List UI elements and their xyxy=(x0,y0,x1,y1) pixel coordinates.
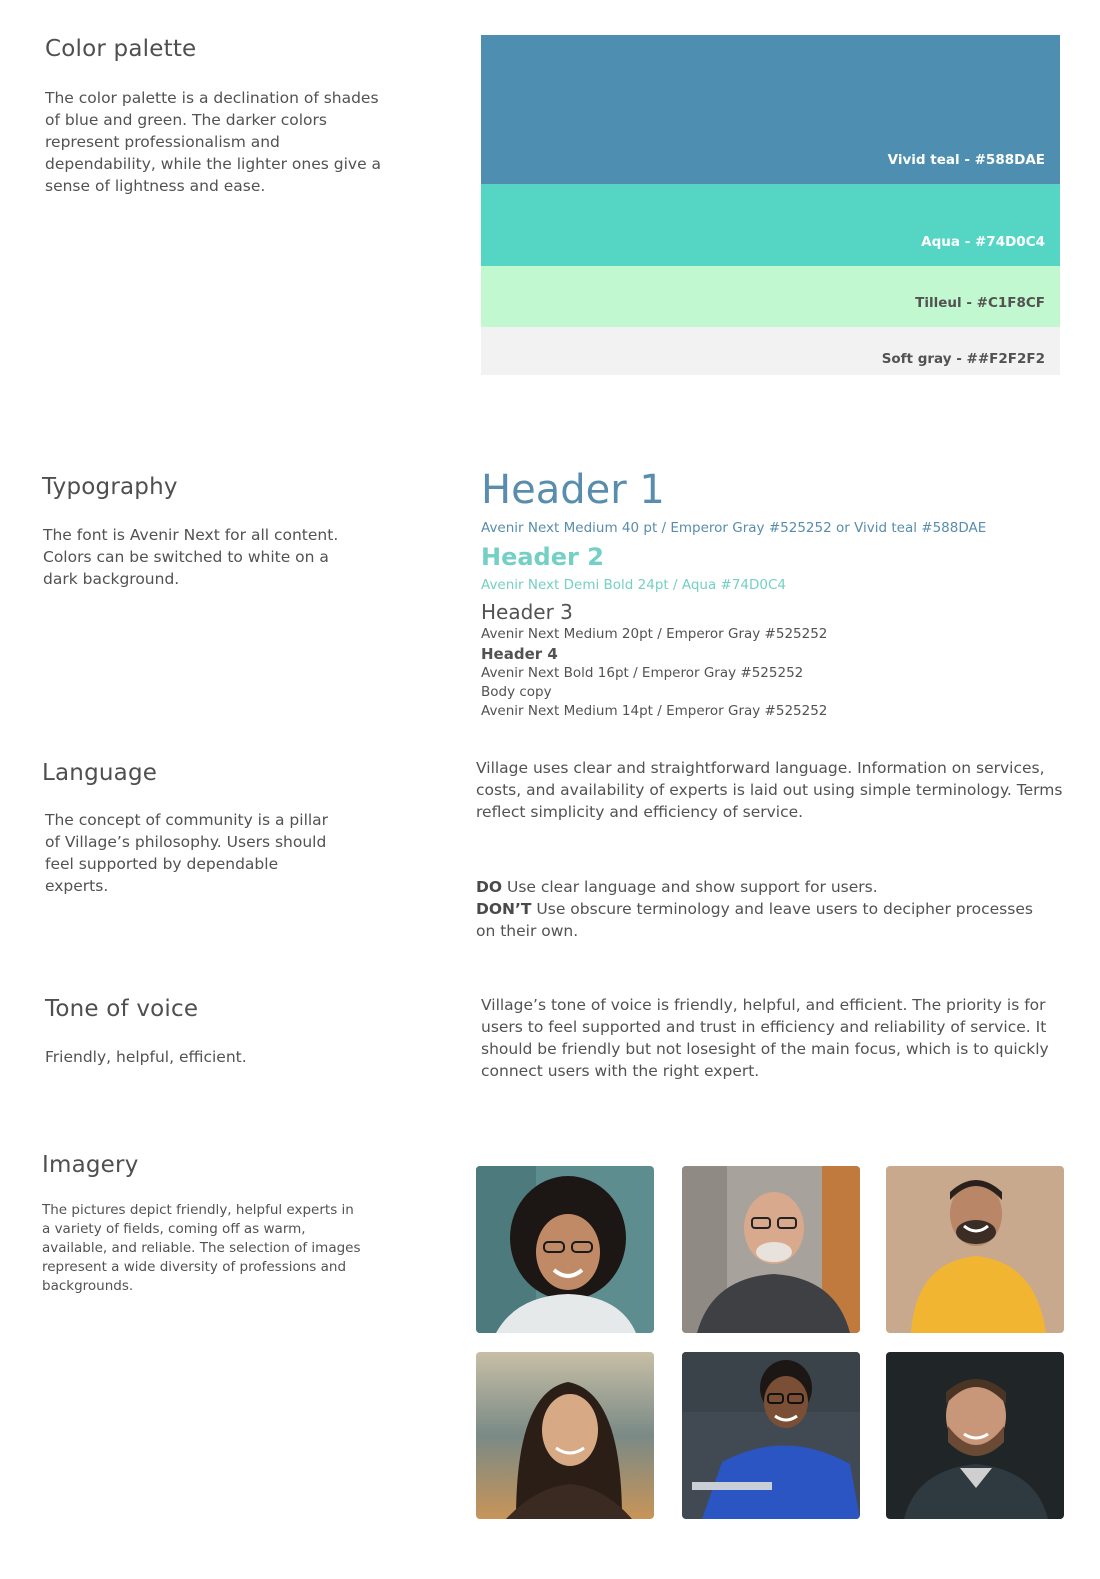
dont-text: Use obscure terminology and leave users to decipher processes on their own. xyxy=(476,900,1033,940)
typography-title: Typography xyxy=(42,474,178,500)
expert-photo-5 xyxy=(682,1352,860,1519)
tone-description: Friendly, helpful, efficient. xyxy=(45,1048,247,1066)
swatch-label: Vivid teal - #588DAE xyxy=(887,152,1045,168)
language-detail: Village uses clear and straightforward language. Information on services, costs, and availability of experts is laid out using simple terminology. Terms reflect simplicity and efficiency of service. xyxy=(476,759,1063,821)
tone-detail: Village’s tone of voice is friendly, helpful, and efficient. The priority is for users to feel supported and trust in efficiency and reliability of service. It should be friendly but not losesight of the main focus, which is to quickly connect users with the right expert. xyxy=(481,996,1049,1080)
typography-specimens xyxy=(481,466,1081,721)
language-title: Language xyxy=(42,760,158,786)
imagery-title: Imagery xyxy=(42,1152,139,1178)
typography-description: The font is Avenir Next for all content. Colors can be switched to white on a dark background. xyxy=(43,526,339,588)
swatch-label: Tilleul - #C1F8CF xyxy=(915,295,1045,311)
dont-label: DON’T xyxy=(476,900,532,918)
swatch-soft-gray xyxy=(481,327,1060,375)
header4-spec: Avenir Next Bold 16pt / Emperor Gray #525252 xyxy=(481,665,804,681)
expert-photo-3 xyxy=(886,1166,1064,1333)
color-palette-description: The color palette is a declination of shades of blue and green. The darker colors represent professionalism and dependability, while the lighter ones give a sense of lightness and ease. xyxy=(45,89,382,195)
expert-photo-2 xyxy=(682,1166,860,1333)
expert-photo-6 xyxy=(886,1352,1064,1519)
swatch-aqua xyxy=(481,184,1060,266)
header3-sample: Header 3 xyxy=(481,600,573,624)
language-do-dont xyxy=(476,876,1036,942)
swatch-label: Aqua - #74D0C4 xyxy=(921,234,1045,250)
expert-photo-4 xyxy=(476,1352,654,1519)
body-sample: Body copy xyxy=(481,684,552,700)
swatch-vivid-teal xyxy=(481,35,1060,184)
do-text: Use clear language and show support for users. xyxy=(502,878,878,896)
color-palette-swatches xyxy=(481,35,1060,375)
header1-sample: Header 1 xyxy=(481,467,665,513)
header3-spec: Avenir Next Medium 20pt / Emperor Gray #525252 xyxy=(481,626,828,642)
color-palette-title: Color palette xyxy=(45,36,197,62)
language-description: The concept of community is a pillar of Village’s philosophy. Users should feel supported by dependable experts. xyxy=(45,811,329,895)
expert-photo-1 xyxy=(476,1166,654,1333)
header1-spec: Avenir Next Medium 40 pt / Emperor Gray #525252 or Vivid teal #588DAE xyxy=(481,520,987,536)
do-label: DO xyxy=(476,878,503,896)
tone-title: Tone of voice xyxy=(45,996,199,1022)
header2-spec: Avenir Next Demi Bold 24pt / Aqua #74D0C4 xyxy=(481,577,787,593)
body-spec: Avenir Next Medium 14pt / Emperor Gray #525252 xyxy=(481,703,828,719)
header2-sample: Header 2 xyxy=(481,543,604,571)
header4-sample: Header 4 xyxy=(481,645,558,663)
swatch-label: Soft gray - ##F2F2F2 xyxy=(881,351,1045,367)
imagery-description: The pictures depict friendly, helpful experts in a variety of fields, coming off as warm, available, and reliable. The selection of images represent a wide diversity of professions and backgrounds. xyxy=(42,1202,361,1294)
swatch-tilleul xyxy=(481,266,1060,327)
